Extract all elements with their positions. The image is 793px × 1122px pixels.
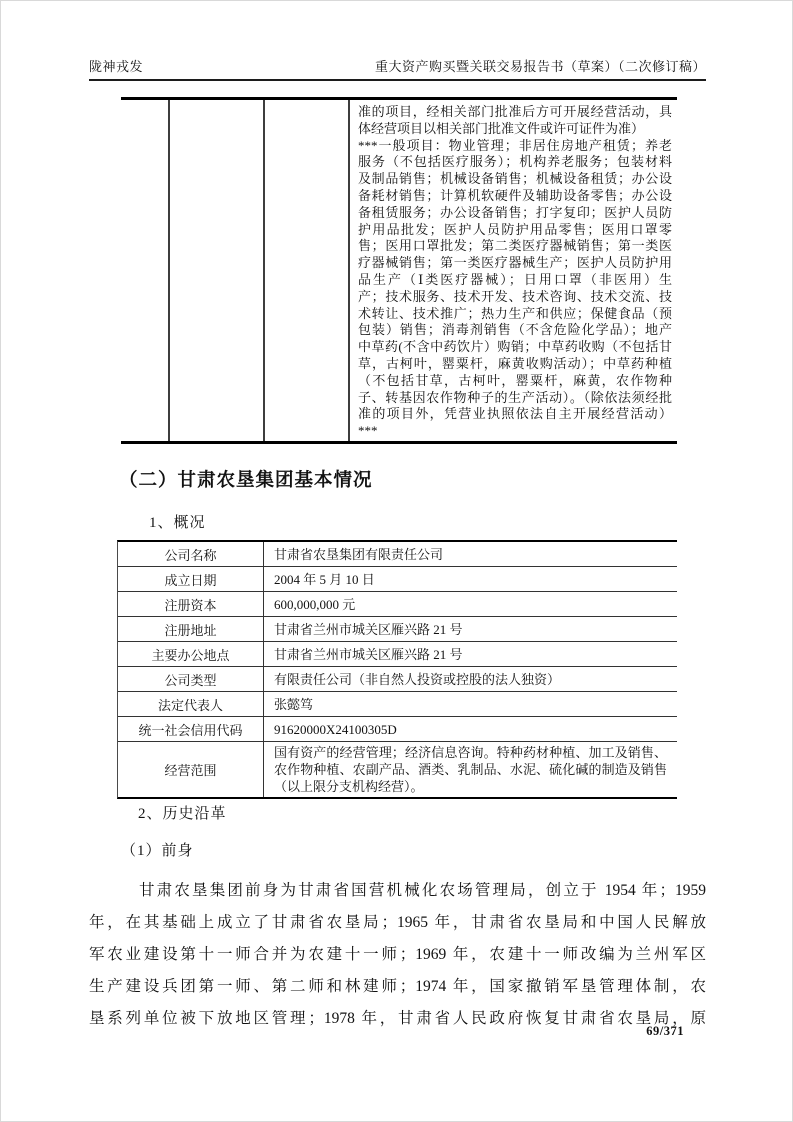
- scope-text-line: ***: [358, 423, 378, 439]
- overview-heading: 1、概况: [149, 515, 206, 531]
- company-info-table: [117, 540, 677, 799]
- info-label: 经营范围: [118, 742, 264, 797]
- info-label: 成立日期: [118, 567, 264, 591]
- scope-text-line: 子、转基因农作物种子的生产活动）。（除依法须经批: [358, 389, 672, 405]
- table-row: [118, 642, 677, 667]
- info-value: 国有资产的经营管理；经济信息咨询。特种药材种植、加工及销售、农作物种植、农副产品、酒类、乳制品、水泥、硫化碱的制造及销售（以上限分支机构经营）。: [274, 745, 667, 794]
- info-value: 91620000X24100305D: [274, 721, 397, 737]
- info-value: 甘肃省兰州市城关区雁兴路 21 号: [274, 646, 463, 662]
- scope-text-line: 服务（不包括医疗服务）；机构养老服务；包装材料: [358, 154, 672, 170]
- table-row: [118, 742, 677, 797]
- scope-text-line: 包装）销售；消毒剂销售（不含危险化学品）；地产: [358, 322, 672, 338]
- scope-text-line: 草，古柯叶，罂粟杆，麻黄收购活动）；中草药种植: [358, 355, 672, 371]
- paragraph-line: 甘肃农垦集团前身为甘肃省国营机械化农场管理局，创立于 1954 年；1959: [139, 882, 706, 899]
- scope-text-line: 及制品销售；机械设备销售；机械设备租赁；办公设: [358, 171, 672, 187]
- table-row: [118, 592, 677, 617]
- info-label: 注册地址: [118, 617, 264, 641]
- predecessor-heading: （1）前身: [121, 843, 194, 859]
- history-paragraph: [89, 875, 706, 1035]
- table-column-divider: [263, 100, 265, 441]
- paragraph-line: 年，在其基础上成立了甘肃省农垦局；1965 年，甘肃省农垦局和中国人民解放: [89, 914, 706, 931]
- business-scope-cell: [358, 104, 672, 440]
- scope-text-line: 售；医用口罩批发；第二类医疗器械销售；第一类医: [358, 238, 672, 254]
- table-row: [118, 567, 677, 592]
- page-header: [89, 56, 706, 75]
- table-row: [118, 617, 677, 642]
- table-column-divider: [168, 100, 170, 441]
- info-value: 张懿笃: [274, 696, 314, 712]
- scope-text-line: 备租赁服务；办公设备销售；打字复印；医护人员防: [358, 204, 672, 220]
- paragraph-line: 生产建设兵团第一师、第二师和林建师；1974 年，国家撤销军垦管理体制，农: [89, 978, 706, 995]
- table-column-divider: [348, 100, 350, 441]
- header-rule: [89, 79, 706, 81]
- scope-text-line: （不包括甘草，古柯叶，罂粟杆，麻黄，农作物种: [358, 372, 672, 388]
- section-title: （二）甘肃农垦集团基本情况: [119, 469, 373, 490]
- scope-text-line: 护用品批发；医护人员防护用品零售；医用口罩零: [358, 221, 672, 237]
- info-value: 600,000,000 元: [274, 596, 356, 612]
- scope-text-line: 术转让、技术推广；热力生产和供应；保健食品（预: [358, 305, 672, 321]
- scope-text-line: 中草药(不含中药饮片）购销；中草药收购（不包括甘: [358, 339, 672, 355]
- scope-text-line: 备耗材销售；计算机软硬件及辅助设备零售；办公设: [358, 187, 672, 203]
- table-row: [118, 692, 677, 717]
- table-row: [118, 717, 677, 742]
- paragraph-line: 军农业建设第十一师合并为农建十一师；1969 年，农建十一师改编为兰州军区: [89, 946, 706, 963]
- table-row: [118, 542, 677, 567]
- history-heading: 2、历史沿革: [138, 806, 227, 822]
- scope-text-line: 品生产（Ⅰ类医疗器械）；日用口罩（非医用）生: [358, 271, 672, 287]
- info-label: 统一社会信用代码: [118, 717, 264, 741]
- info-label: 公司类型: [118, 667, 264, 691]
- scope-text-line: ***一般项目：物业管理；非居住房地产租赁；养老: [358, 137, 672, 153]
- info-value: 有限责任公司（非自然人投资或控股的法人独资）: [274, 671, 561, 687]
- header-right-text: 重大资产购买暨关联交易报告书（草案）（二次修订稿）: [374, 59, 706, 74]
- info-value: 甘肃省兰州市城关区雁兴路 21 号: [274, 621, 463, 637]
- scope-text-line: 准的项目，经相关部门批准后方可开展经营活动，具: [358, 104, 672, 119]
- scope-text-line: 准的项目外，凭营业执照依法自主开展经营活动）: [358, 406, 672, 422]
- info-label: 法定代表人: [118, 692, 264, 716]
- info-value: 甘肃省农垦集团有限责任公司: [274, 546, 444, 562]
- page-number: 69/371: [646, 1024, 684, 1038]
- scope-text-line: 体经营项目以相关部门批准文件或许可证件为准）: [358, 120, 645, 136]
- header-left-text: 陇神戎发: [89, 59, 144, 74]
- paragraph-line: 垦系列单位被下放地区管理；1978 年，甘肃省人民政府恢复甘肃省农垦局，原: [89, 1010, 706, 1027]
- table-row: [118, 667, 677, 692]
- scope-text-line: 疗器械销售；第一类医疗器械生产；医护人员防护用: [358, 255, 672, 271]
- info-label: 公司名称: [118, 542, 264, 566]
- business-scope-table: [121, 97, 677, 444]
- scope-text-line: 产；技术服务、技术开发、技术咨询、技术交流、技: [358, 288, 672, 304]
- info-label: 主要办公地点: [118, 642, 264, 666]
- info-label: 注册资本: [118, 592, 264, 616]
- info-value: 2004 年 5 月 10 日: [274, 571, 375, 587]
